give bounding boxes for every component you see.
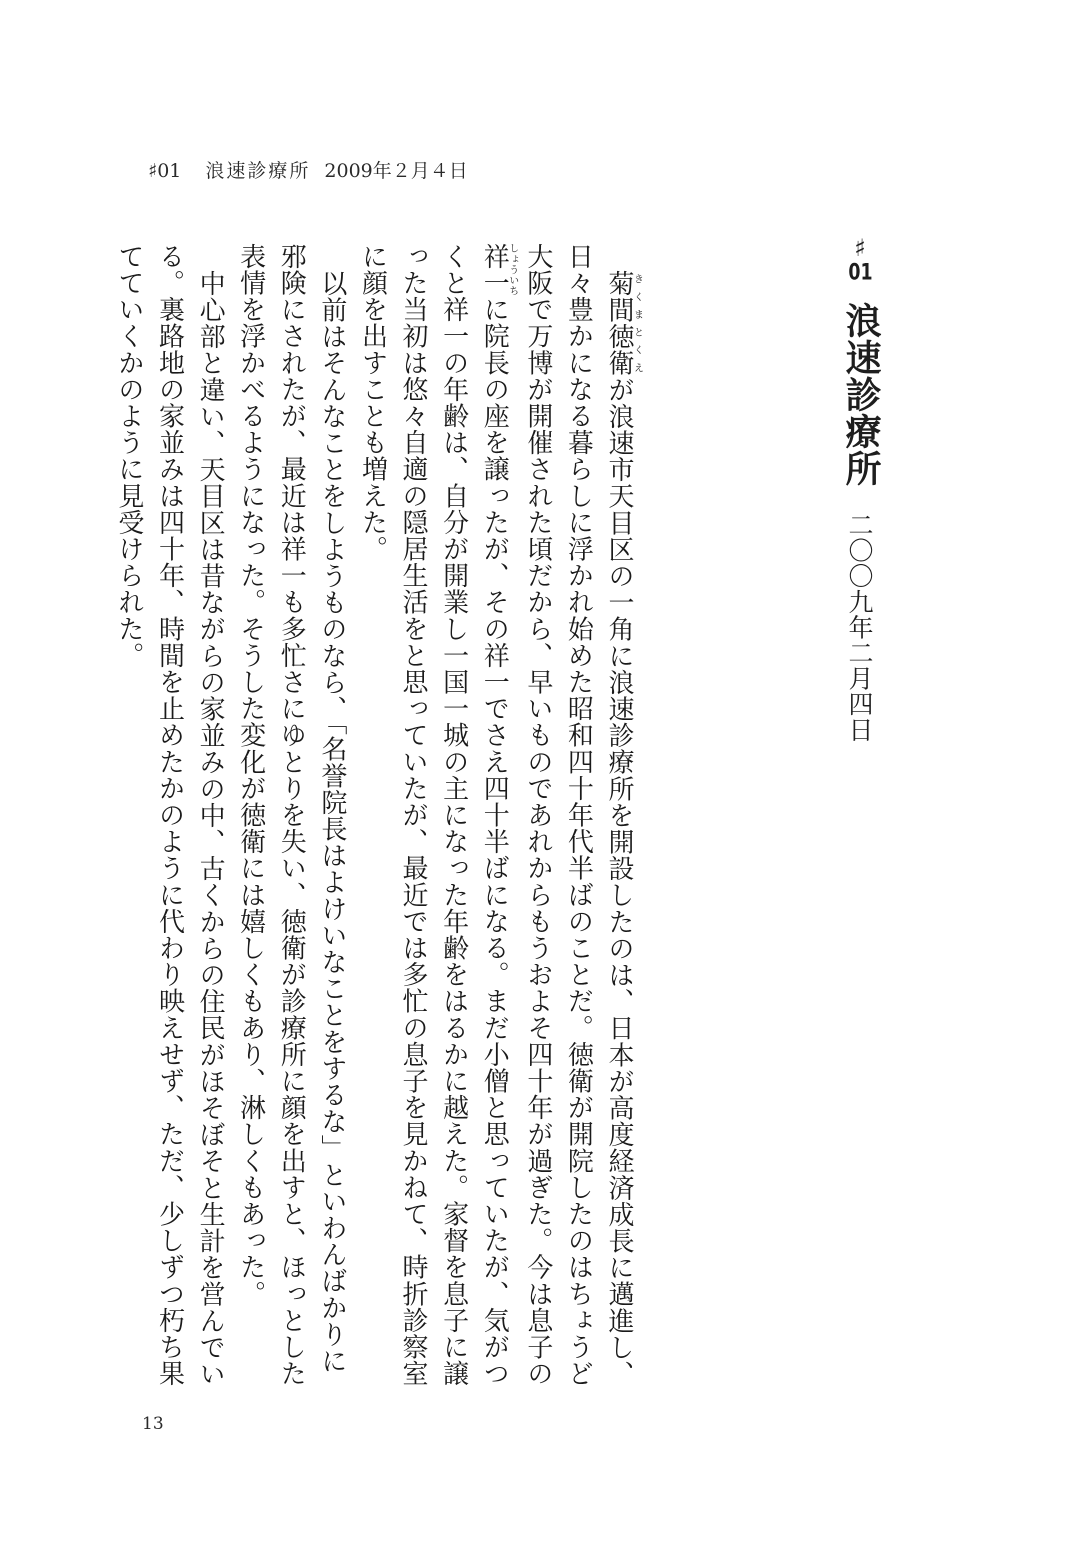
ruby-word xyxy=(479,243,518,297)
running-header-chapter-title: 浪速診療所 xyxy=(205,160,311,182)
line-text: に院長の座を譲ったが、その祥一でさえ四十半ばになる。まだ小僧と思っていたが、気がつ xyxy=(479,296,510,1387)
body-line: くと祥一の年齢は、自分が開業し一国一城の主になった年齢をはるかに越えた。家督を息子に譲 xyxy=(438,243,469,1387)
body-line: 中心部と違い、天目区は昔ながらの家並みの中、古くからの住民がほそぼそと生計を営んでい xyxy=(195,269,226,1387)
body-line: った当初は悠々自適の隠居生活をと思っていたが、最近では多忙の息子を見かねて、時折診察室 xyxy=(398,243,429,1387)
body-line: 邪険にされたが、最近は祥一も多忙さにゆとりを失い、徳衛が診療所に顔を出すと、ほっとした xyxy=(276,243,307,1387)
chapter-title: 浪速診療所 xyxy=(840,302,881,487)
running-header-chapter-number: ♯01 xyxy=(148,160,182,182)
page-number: 13 xyxy=(142,1414,164,1434)
body-line xyxy=(598,243,642,1393)
ruby-reading: しょういち xyxy=(506,243,518,297)
body-line: 表情を浮かべるようになった。そうした変化が徳衛には嬉しくもあり、淋しくもあった。 xyxy=(235,243,266,1307)
ruby-reading: きくま xyxy=(631,269,643,323)
ruby-reading: とくえ xyxy=(631,322,643,376)
body-line: 以前はそんなことをしようものなら、「名誉院長はよけいなことをするな」といわんばかりに xyxy=(316,269,347,1374)
ruby-base: 祥一 xyxy=(479,243,510,297)
ruby-word xyxy=(604,322,643,376)
chapter-number xyxy=(838,234,882,284)
chapter-mark: ♯ xyxy=(846,234,874,262)
ruby-word xyxy=(604,269,643,323)
body-line: 大阪で万博が開催された頃だから、早いものであれからもうおよそ四十年が過ぎた。今は息子の xyxy=(522,243,553,1387)
body-line: てていくかのように見受けられた。 xyxy=(113,243,144,669)
chapter-date: 二〇〇九年二月四日 xyxy=(845,512,874,743)
ruby-base: 菊間 xyxy=(604,269,634,323)
running-header-date: 2009年２月４日 xyxy=(324,160,468,182)
running-header xyxy=(148,156,468,183)
chapter-number-digits: 01 xyxy=(848,262,873,284)
ruby-base: 徳衛 xyxy=(604,322,634,376)
body-line: る。裏路地の家並みは四十年、時間を止めたかのように代わり映えせず、ただ、少しずつ朽ち果 xyxy=(154,243,185,1387)
body-line xyxy=(474,243,518,1393)
body-line: に顔を出すことも増えた。 xyxy=(357,243,388,563)
line-text: が浪速市天目区の一角に浪速診療所を開設したのは、日本が高度経済成長に邁進し、 xyxy=(604,376,634,1387)
body-text xyxy=(114,243,642,1393)
body-line: 日々豊かになる暮らしに浮かれ始めた昭和四十年代半ばのことだ。徳衛が開院したのはちょうど xyxy=(563,243,594,1387)
